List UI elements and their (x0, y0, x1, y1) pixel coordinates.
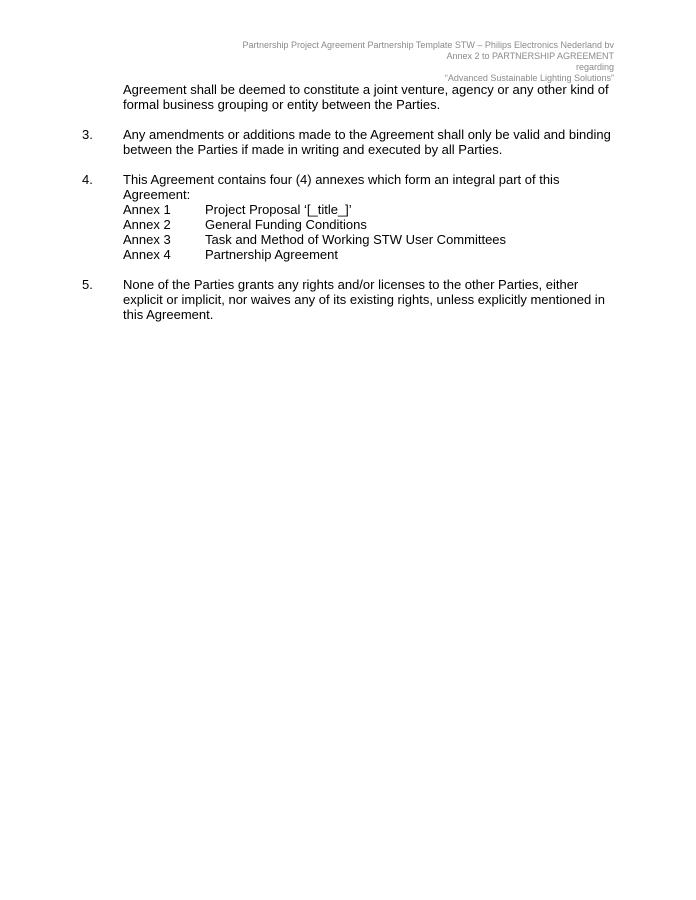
annex-row (123, 217, 617, 232)
annex-title: Task and Method of Working STW User Committees (205, 232, 507, 247)
clause-5 (82, 277, 617, 322)
clause-text: Any amendments or additions made to the Agreement shall only be valid and binding between the Parties if made in writing and executed by all Parties. (123, 127, 611, 157)
annex-label: Annex 3 (123, 232, 171, 247)
clause-3 (82, 127, 617, 157)
header-line-project: “Advanced Sustainable Lighting Solutions” (444, 73, 614, 83)
annex-label: Annex 4 (123, 247, 171, 262)
annex-title: Partnership Agreement (205, 247, 338, 262)
annex-label: Annex 1 (123, 202, 171, 217)
clause-number: 3. (82, 127, 93, 142)
annex-title: General Funding Conditions (205, 217, 367, 232)
clause-number: 4. (82, 172, 93, 187)
clause-number: 5. (82, 277, 93, 292)
annex-title: Project Proposal ‘[_title_]’ (205, 202, 352, 217)
annex-row (123, 232, 617, 247)
annex-row (123, 247, 617, 262)
annex-row (123, 202, 617, 217)
annex-label: Annex 2 (123, 217, 171, 232)
clause-body (123, 172, 617, 262)
clause-text: This Agreement contains four (4) annexes which form an integral part of this Agreement: (123, 172, 560, 202)
annex-list (123, 202, 617, 262)
clause-text: None of the Parties grants any rights and/or licenses to the other Parties, either explicit or implicit, nor waives any of its existing rights, unless explicitly mentioned in this Agreement. (123, 277, 605, 322)
running-header (242, 40, 614, 84)
header-line-title: Partnership Project Agreement Partnership Template STW – Philips Electronics Nederland bv (242, 40, 614, 50)
header-line-annex: Annex 2 to PARTNERSHIP AGREEMENT (446, 51, 614, 61)
continued-paragraph: Agreement shall be deemed to constitute a joint venture, agency or any other kind of formal business grouping or entity between the Parties. (123, 82, 609, 112)
header-line-regarding: regarding (575, 62, 614, 72)
clause-4 (82, 172, 617, 262)
document-body (82, 82, 617, 322)
